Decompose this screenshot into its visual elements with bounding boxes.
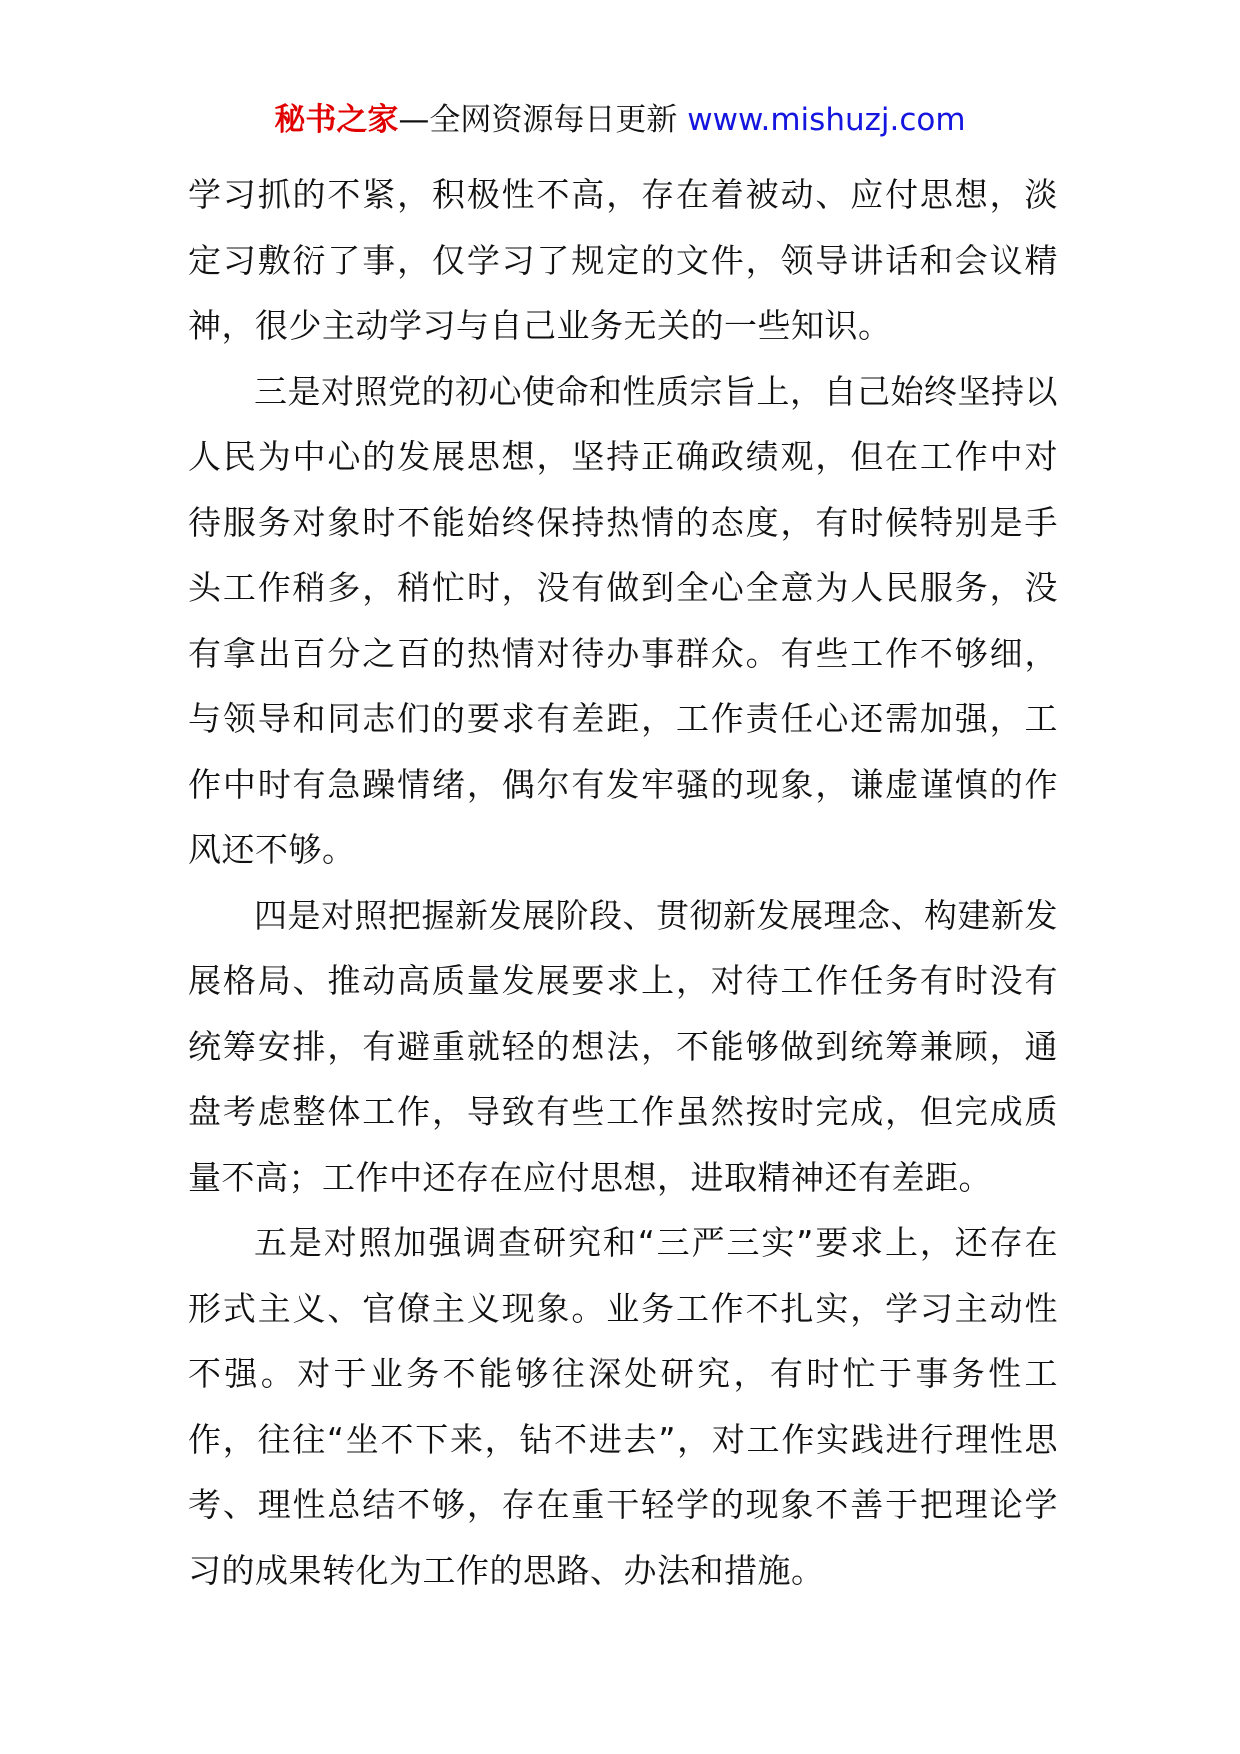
paragraph-item-four: 四是对照把握新发展阶段、贯彻新发展理念、构建新发展格局、推动高质量发展要求上，对待工作任务有时没有统筹安排，有避重就轻的想法，不能够做到统筹兼顾，通盘考虑整体工作，导致有些工作虽然按时完成，但完成质量不高；工作中还存在应付思想，进取精神还有差距。 <box>188 895 1058 1197</box>
paragraph-continuation: 学习抓的不紧，积极性不高，存在着被动、应付思想，淡定习敷衍了事，仅学习了规定的文件，领导讲话和会议精神，很少主动学习与自己业务无关的一些知识。 <box>188 175 1058 345</box>
site-url-link[interactable]: www.mishuzj.com <box>687 102 966 138</box>
paragraph-item-five: 五是对照加强调查研究和“三严三实”要求上，还存在形式主义、官僚主义现象。业务工作不扎实，学习主动性不强。对于业务不能够往深处研究，有时忙于事务性工作，往往“坐不下来，钻不进去”，对工作实践进行理性思考、理性总结不够，存在重干轻学的现象不善于把理论学习的成果转化为工作的思路、办法和措施。 <box>188 1223 1058 1590</box>
document-body <box>188 162 1058 1603</box>
site-brand: 秘书之家 <box>274 102 399 138</box>
site-tagline: —全网资源每日更新 <box>398 102 678 138</box>
paragraph-item-three: 三是对照党的初心使命和性质宗旨上，自己始终坚持以人民为中心的发展思想，坚持正确政绩观，但在工作中对待服务对象时不能始终保持热情的态度，有时候特别是手头工作稍多，稍忙时，没有做到全心全意为人民服务，没有拿出百分之百的热情对待办事群众。有些工作不够细，与领导和同志们的要求有差距，工作责任心还需加强，工作中时有急躁情绪，偶尔有发牢骚的现象，谦虚谨慎的作风还不够。 <box>188 371 1058 869</box>
site-header <box>0 98 1240 142</box>
